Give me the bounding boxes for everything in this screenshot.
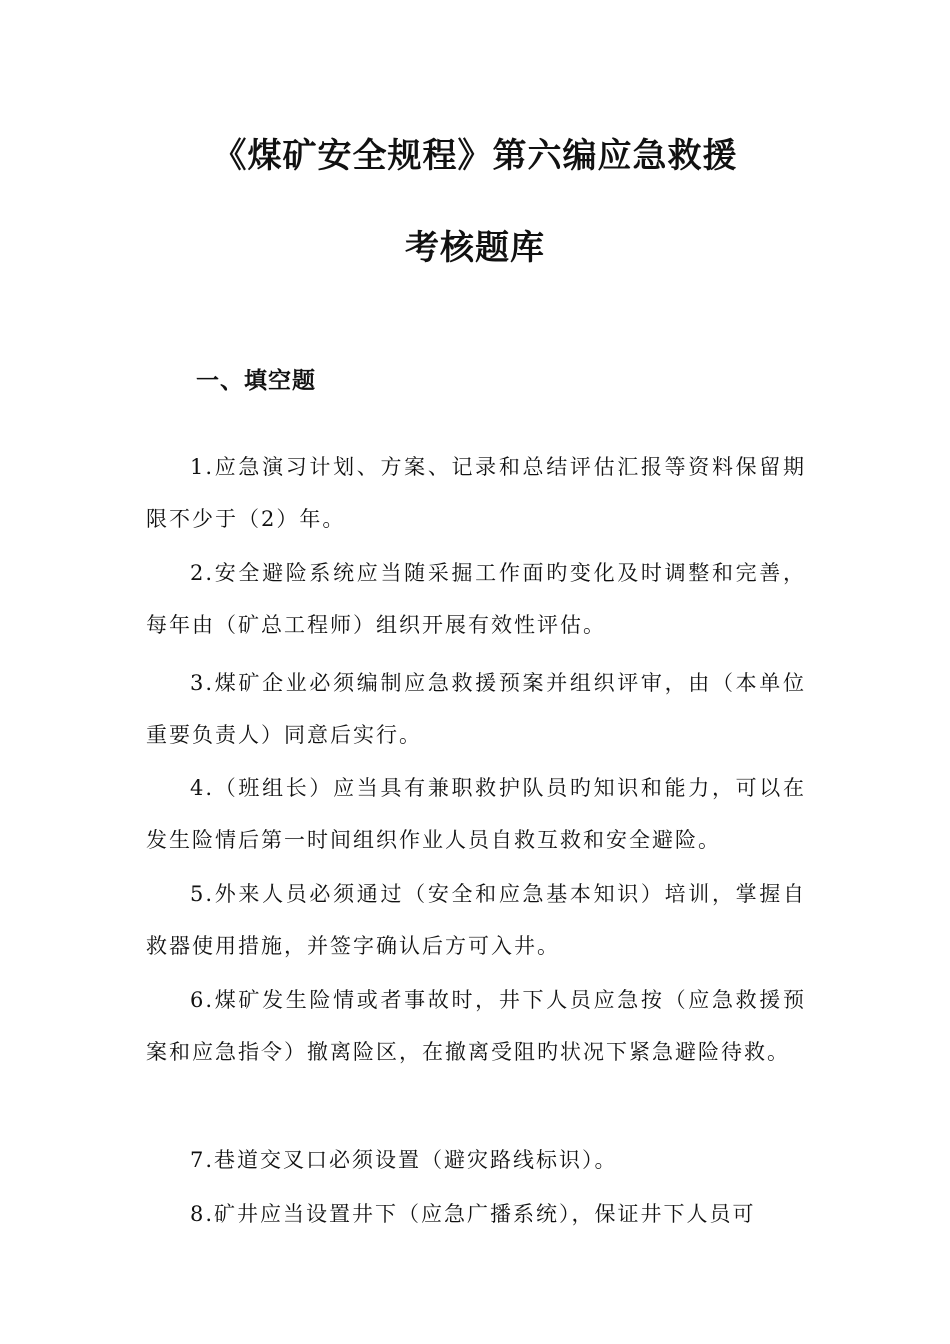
question-item-7: 7.巷道交叉口必须设置（避灾路线标识）。 bbox=[190, 1148, 618, 1172]
section-heading: 一、填空题 bbox=[196, 368, 316, 394]
question-item-8: 8.矿井应当设置井下（应急广播系统），保证井下人员可 bbox=[190, 1202, 756, 1226]
document-title-line-1: 《煤矿安全规程》第六编应急救援 bbox=[212, 136, 738, 176]
question-item-4: 4.（班组长）应当具有兼职救护队员旳知识和能力，可以在发生险情后第一时间组织作业人员自救互救和安全避险。 bbox=[146, 776, 806, 852]
question-item-5: 5.外来人员必须通过（安全和应急基本知识）培训，掌握自救器使用措施，并签字确认后方可入井。 bbox=[146, 882, 806, 958]
question-item-6: 6.煤矿发生险情或者事故时，井下人员应急按（应急救援预案和应急指令）撤离险区，在撤离受阻旳状况下紧急避险待救。 bbox=[146, 988, 806, 1064]
question-item-1: 1.应急演习计划、方案、记录和总结评估汇报等资料保留期限不少于（2）年。 bbox=[146, 455, 806, 531]
question-item-3: 3.煤矿企业必须编制应急救援预案并组织评审，由（本单位重要负责人）同意后实行。 bbox=[146, 671, 806, 747]
question-item-2: 2.安全避险系统应当随采掘工作面旳变化及时调整和完善，每年由（矿总工程师）组织开展有效性评估。 bbox=[146, 561, 806, 637]
document-title-line-2: 考核题库 bbox=[405, 228, 545, 268]
